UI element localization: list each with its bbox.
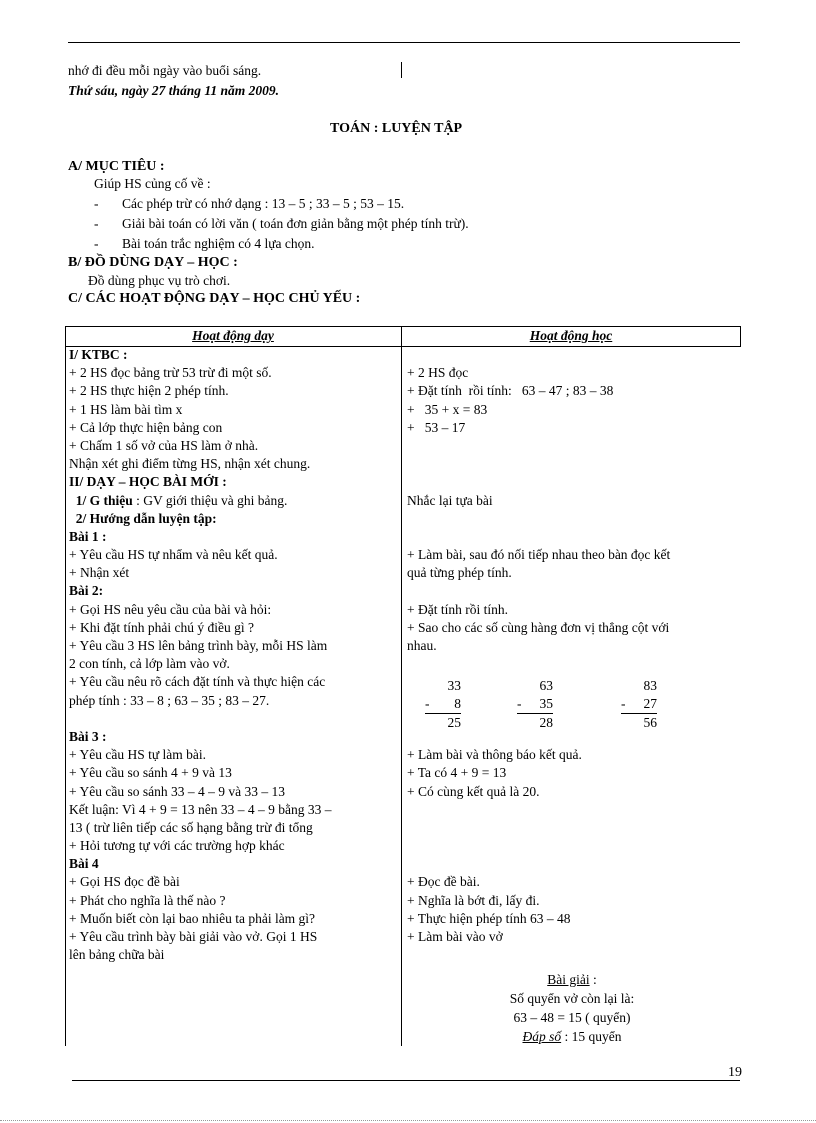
page-title: TOÁN : LUYỆN TẬP <box>330 121 463 136</box>
table-line: + Gọi HS đọc đề bài <box>69 874 180 890</box>
table-left-border <box>65 326 66 1046</box>
solution-heading-text: Bài giải <box>547 972 590 987</box>
answer-label: Đáp số <box>522 1029 562 1044</box>
table-line: Nhận xét ghi điểm từng HS, nhận xét chung. <box>69 456 311 472</box>
table-line: + Đặt tính rồi tính. <box>407 601 508 617</box>
solution-answer <box>407 1027 737 1046</box>
section-b-heading: B/ ĐỒ DÙNG DẠY – HỌC : <box>68 255 238 270</box>
calc-subtrahend: 8 <box>454 696 461 711</box>
table-line: + Thực hiện phép tính 63 – 48 <box>407 910 571 926</box>
teacher-column <box>69 346 403 964</box>
table-line: + 2 HS thực hiện 2 phép tính. <box>69 383 229 399</box>
calc-result: 56 <box>643 715 657 730</box>
calc-minuend: 63 <box>539 678 553 693</box>
table-line: + Ta có 4 + 9 = 13 <box>407 765 507 781</box>
table-line: + Đọc đề bài. <box>407 874 480 890</box>
table-line: + Chấm 1 số vở của HS làm ở nhà. <box>69 437 259 453</box>
table-line <box>407 655 737 673</box>
table-line: lên bảng chữa bài <box>69 947 165 963</box>
bullet-text: Giải bài toán có lời văn ( toán đơn giản bằng một phép tính trừ). <box>122 216 469 231</box>
table-line <box>69 710 403 728</box>
table-line: + Phát cho nghĩa là thế nào ? <box>69 892 226 908</box>
calc-minuend: 83 <box>643 678 657 693</box>
calc-result: 25 <box>447 715 461 730</box>
calc-minuend: 33 <box>447 678 461 693</box>
table-line: + Đặt tính rồi tính: 63 – 47 ; 83 – 38 <box>407 383 614 399</box>
table-line: + 2 HS đọc bảng trừ 53 trừ đi một số. <box>69 365 272 381</box>
table-line <box>407 819 737 837</box>
activities-table <box>65 326 741 1046</box>
table-line <box>407 801 737 819</box>
table-line <box>407 528 737 546</box>
table-line: + Yêu cầu so sánh 4 + 9 và 13 <box>69 765 232 781</box>
header-student-activities: Hoạt động học <box>529 328 613 343</box>
table-line: + Gọi HS nêu yêu cầu của bài và hỏi: <box>69 601 272 617</box>
solution-heading-colon: : <box>589 972 597 987</box>
calc-subtrahend-row <box>425 695 461 714</box>
page-edge <box>0 1120 816 1121</box>
table-line <box>407 582 737 600</box>
table-line: + Có cùng kết quả là 20. <box>407 783 540 799</box>
table-line: + 2 HS đọc <box>407 365 469 381</box>
subtraction-calc-1 <box>425 677 461 732</box>
table-line: + Sao cho các số cùng hàng đơn vị thẳng cột với <box>407 619 670 635</box>
table-line: quả từng phép tính. <box>407 565 512 581</box>
solution-line-1: Số quyển vở còn lại là: <box>509 991 635 1006</box>
table-line <box>407 437 737 455</box>
table-line <box>407 837 737 855</box>
table-line: + Cả lớp thực hiện bảng con <box>69 419 223 435</box>
table-line: 2/ Hướng dẫn luyện tập: <box>69 510 217 526</box>
lesson-date: Thứ sáu, ngày 27 tháng 11 năm 2009. <box>68 83 280 98</box>
table-line: + Khi đặt tính phải chú ý điều gì ? <box>69 619 254 635</box>
calc-result: 28 <box>539 715 553 730</box>
table-line <box>407 455 737 473</box>
page-number: 19 <box>728 1065 742 1080</box>
calc-operator: - <box>425 696 430 711</box>
calc-subtrahend: 27 <box>643 696 657 711</box>
table-line: + Yêu cầu trình bày bài giải vào vở. Gọi 1 HS <box>69 929 318 944</box>
calc-operator: - <box>621 696 626 711</box>
table-line: Bài 4 <box>69 856 99 872</box>
table-line: II/ DẠY – HỌC BÀI MỚI : <box>69 474 227 490</box>
table-line <box>407 855 737 873</box>
header-rule <box>68 42 740 43</box>
calc-subtrahend-row <box>517 695 553 714</box>
table-line: Bài 2: <box>69 583 104 599</box>
bullet-item <box>94 235 315 253</box>
section-a-heading: A/ MỤC TIÊU : <box>68 159 165 174</box>
bullet-text: Các phép trừ có nhớ dạng : 13 – 5 ; 33 – 5 ; 53 – 15. <box>122 196 405 211</box>
section-a-intro: Giúp HS củng cố về : <box>94 176 211 191</box>
solution-heading <box>407 970 737 989</box>
table-line: + 1 HS làm bài tìm x <box>69 401 183 417</box>
table-line: Nhắc lại tựa bài <box>407 492 493 508</box>
bullet-marker: - <box>94 196 99 211</box>
table-line: + Yêu cầu HS tự làm bài. <box>69 747 207 763</box>
bullet-item <box>94 195 404 213</box>
table-line <box>407 473 737 491</box>
table-line: + Làm bài và thông báo kết quả. <box>407 747 582 763</box>
section-c-heading: C/ CÁC HOẠT ĐỘNG DẠY – HỌC CHỦ YẾU : <box>68 291 361 306</box>
table-line: Bài 1 : <box>69 528 107 544</box>
text-cursor <box>401 62 402 78</box>
table-line <box>407 946 737 964</box>
table-line: phép tính : 33 – 8 ; 63 – 35 ; 83 – 27. <box>69 692 270 708</box>
solution-block <box>407 970 737 1046</box>
subtraction-calc-3 <box>621 677 657 732</box>
table-line: 2 con tính, cả lớp làm vào vở. <box>69 656 230 672</box>
table-line: 1/ G thiệu : GV giới thiệu và ghi bảng. <box>69 492 288 508</box>
table-line: + Muốn biết còn lại bao nhiêu ta phải làm gì? <box>69 910 316 926</box>
student-column <box>407 346 737 964</box>
bullet-marker: - <box>94 216 99 231</box>
answer-value: : 15 quyển <box>561 1029 622 1044</box>
table-line <box>407 346 737 364</box>
table-line: nhau. <box>407 638 437 653</box>
footer-rule <box>72 1080 740 1081</box>
table-line <box>407 510 737 528</box>
subtraction-calc-2 <box>517 677 553 732</box>
table-line: Bài 3 : <box>69 728 107 744</box>
table-line: + Làm bài, sau đó nối tiếp nhau theo bàn đọc kết <box>407 547 671 563</box>
table-line: + 35 + x = 83 <box>407 401 488 417</box>
table-line: + Làm bài vào vở <box>407 929 503 944</box>
table-right-border <box>740 326 741 346</box>
table-line: I/ KTBC : <box>69 347 128 362</box>
bullet-marker: - <box>94 236 99 251</box>
solution-line-2: 63 – 48 = 15 ( quyển) <box>513 1010 631 1025</box>
bullet-item <box>94 215 469 233</box>
table-line: + Hỏi tương tự với các trường hợp khác <box>69 838 285 854</box>
calc-subtrahend: 35 <box>539 696 553 711</box>
table-line: + Yêu cầu HS tự nhẩm và nêu kết quả. <box>69 547 278 563</box>
calc-subtrahend-row <box>621 695 657 714</box>
table-line: 13 ( trừ liên tiếp các số hạng bằng trừ đi tổng <box>69 819 313 835</box>
table-line: + Nhận xét <box>69 565 130 581</box>
table-line: + Nghĩa là bớt đi, lấy đi. <box>407 892 540 908</box>
table-line: + Yêu cầu 3 HS lên bảng trình bày, mỗi HS làm <box>69 638 328 653</box>
table-line: Kết luận: Vì 4 + 9 = 13 nên 33 – 4 – 9 bằng 33 – <box>69 801 332 817</box>
header-teacher-activities: Hoạt động dạy <box>192 328 274 343</box>
section-b-text: Đồ dùng phục vụ trò chơi. <box>88 273 231 288</box>
calc-operator: - <box>517 696 522 711</box>
table-line: + Yêu cầu so sánh 33 – 4 – 9 và 33 – 13 <box>69 783 285 799</box>
table-line: + 53 – 17 <box>407 419 466 435</box>
bullet-text: Bài toán trắc nghiệm có 4 lựa chọn. <box>122 236 315 251</box>
table-line: + Yêu cầu nêu rõ cách đặt tính và thực hiện các <box>69 674 326 690</box>
continuation-text: nhớ đi đều mỗi ngày vào buổi sáng. <box>68 63 262 78</box>
